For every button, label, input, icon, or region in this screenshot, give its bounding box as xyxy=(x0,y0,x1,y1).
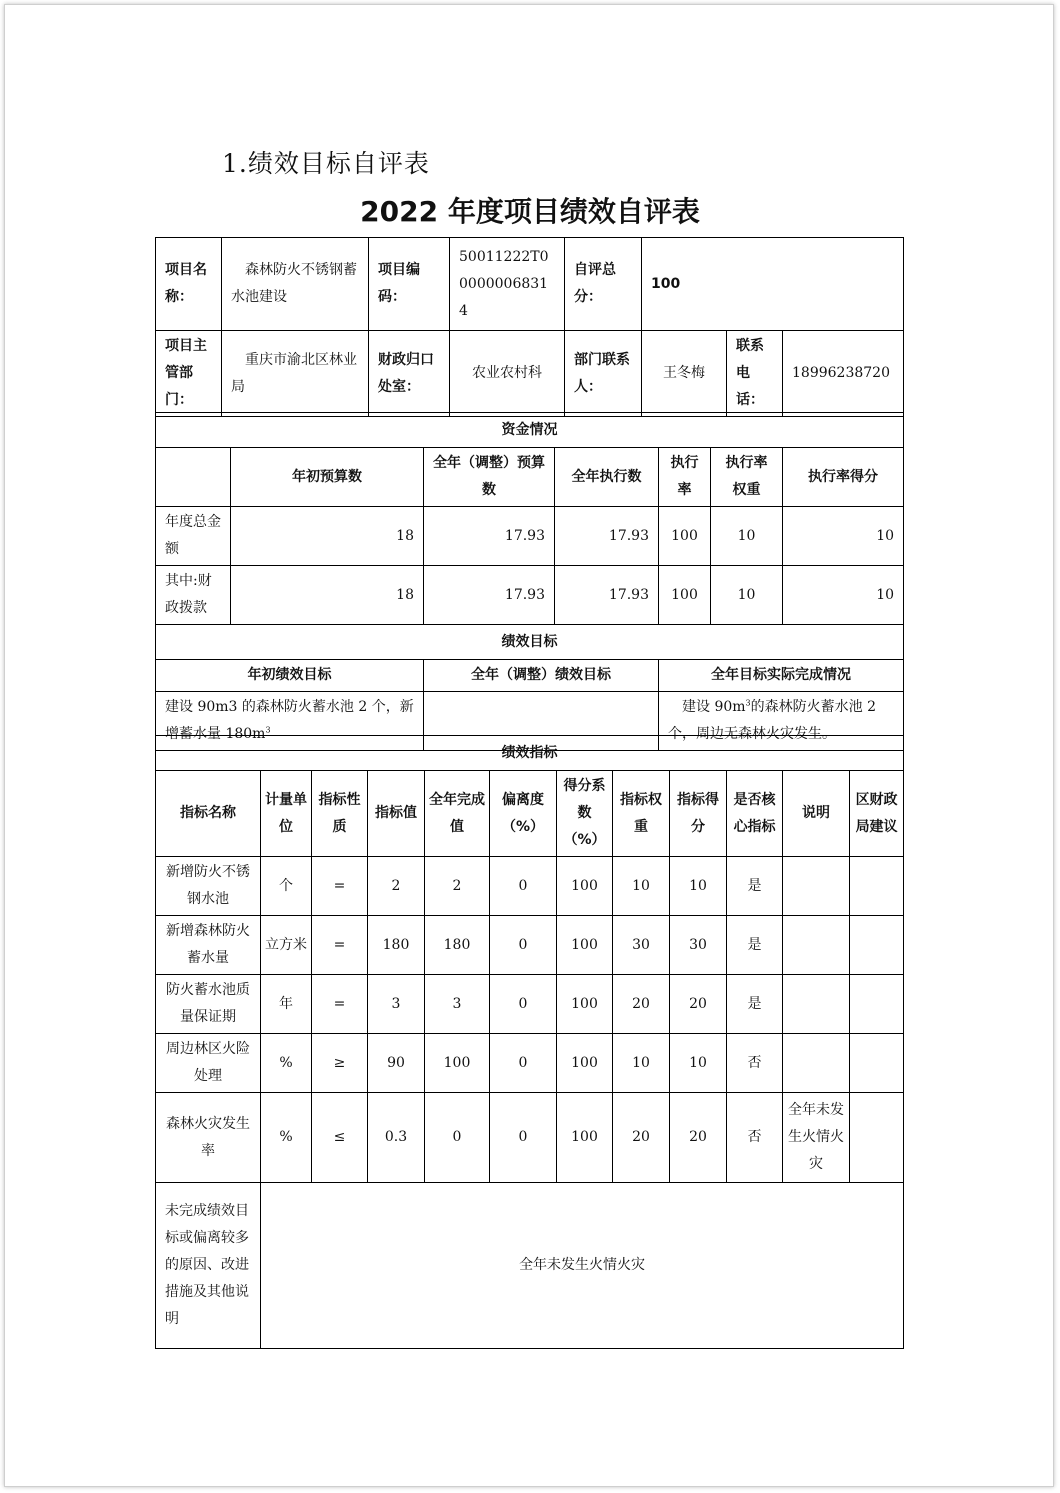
ind-cell: 180 xyxy=(425,916,490,975)
ind-cell: ≥ xyxy=(312,1034,368,1093)
indicators-table xyxy=(155,735,904,1349)
ind-cell: 0.3 xyxy=(368,1093,425,1183)
goals-header-actual: 全年目标实际完成情况 xyxy=(659,660,904,692)
funds-goals-table xyxy=(155,412,904,751)
ind-cell: 100 xyxy=(425,1034,490,1093)
table-row xyxy=(156,916,904,975)
ind-header-weight: 指标权重 xyxy=(613,771,670,857)
ind-header-suggestion: 区财政局建议 xyxy=(850,771,904,857)
dept-value: 重庆市渝北区林业局 xyxy=(222,331,369,417)
ind-header-completed: 全年完成值 xyxy=(425,771,490,857)
funds-header-executed: 全年执行数 xyxy=(555,448,659,507)
ind-cell: 是 xyxy=(727,975,783,1034)
phone-value: 18996238720 xyxy=(783,331,904,417)
funds-cell: 18 xyxy=(231,566,424,625)
project-name-label: 项目名称： xyxy=(156,238,222,331)
ind-cell: 30 xyxy=(670,916,727,975)
ind-cell: 0 xyxy=(490,975,557,1034)
funds-header-score: 执行率得分 xyxy=(783,448,904,507)
goals-actual-value: 建设 $90m^3$的森林防火蓄水池 2 个，周边无森林火灾发生。 xyxy=(659,692,904,751)
finance-office-label: 财政归口处室： xyxy=(369,331,450,417)
phone-label: 联系电话： xyxy=(727,331,783,417)
funds-header-weight: 执行率权重 xyxy=(711,448,783,507)
ind-header-target: 指标值 xyxy=(368,771,425,857)
funds-header-adjusted: 全年（调整）预算数 xyxy=(424,448,555,507)
ind-cell xyxy=(850,1034,904,1093)
funds-cell: 17.93 xyxy=(424,507,555,566)
ind-cell-name: 防火蓄水池质量保证期 xyxy=(156,975,261,1034)
funds-row-label: 年度总金额 xyxy=(156,507,231,566)
ind-cell: 10 xyxy=(670,857,727,916)
project-info-table xyxy=(155,237,904,417)
table-row xyxy=(156,566,904,625)
ind-cell: 10 xyxy=(670,1034,727,1093)
total-score-label: 自评总分： xyxy=(565,238,642,331)
ind-cell: 立方米 xyxy=(261,916,312,975)
ind-cell xyxy=(850,857,904,916)
ind-cell xyxy=(783,857,850,916)
ind-cell xyxy=(783,1034,850,1093)
ind-header-deviation: 偏离度（%） xyxy=(490,771,557,857)
ind-cell: 是 xyxy=(727,916,783,975)
table-row xyxy=(156,1034,904,1093)
ind-cell xyxy=(783,916,850,975)
funds-cell: 10 xyxy=(711,507,783,566)
ind-cell: 0 xyxy=(490,857,557,916)
indicators-section-title: 绩效指标 xyxy=(156,736,904,771)
ind-header-note: 说明 xyxy=(783,771,850,857)
ind-header-name: 指标名称 xyxy=(156,771,261,857)
ind-cell: 3 xyxy=(425,975,490,1034)
ind-cell: 0 xyxy=(425,1093,490,1183)
ind-cell: 20 xyxy=(613,975,670,1034)
section-heading: 1.绩效目标自评表 xyxy=(222,149,430,178)
ind-cell: 0 xyxy=(490,916,557,975)
ind-cell: 100 xyxy=(557,1093,613,1183)
ind-cell: 180 xyxy=(368,916,425,975)
funds-cell: 17.93 xyxy=(555,507,659,566)
funds-header-empty xyxy=(156,448,231,507)
finance-office-value: 农业农村科 xyxy=(450,331,565,417)
ind-cell: 90 xyxy=(368,1034,425,1093)
funds-cell: 100 xyxy=(659,507,711,566)
reason-text: 全年未发生火情火灾 xyxy=(261,1183,904,1349)
ind-header-unit: 计量单位 xyxy=(261,771,312,857)
goals-header-adjusted: 全年（调整）绩效目标 xyxy=(424,660,659,692)
ind-cell xyxy=(850,916,904,975)
funds-cell: 17.93 xyxy=(555,566,659,625)
ind-header-score: 指标得分 xyxy=(670,771,727,857)
ind-cell xyxy=(850,1093,904,1183)
goals-section-title: 绩效目标 xyxy=(156,625,904,660)
contact-label: 部门联系人： xyxy=(565,331,642,417)
funds-cell: 10 xyxy=(783,566,904,625)
ind-cell: 10 xyxy=(613,857,670,916)
ind-cell: ≤ xyxy=(312,1093,368,1183)
ind-cell-name: 森林火灾发生率 xyxy=(156,1093,261,1183)
ind-header-core: 是否核心指标 xyxy=(727,771,783,857)
funds-cell: 17.93 xyxy=(424,566,555,625)
ind-cell: 0 xyxy=(490,1093,557,1183)
goals-initial-value: 建设 90m3 的森林防火蓄水池 2 个，新增蓄水量 $180m^3$ xyxy=(156,692,424,751)
ind-cell: 100 xyxy=(557,916,613,975)
funds-header-initial: 年初预算数 xyxy=(231,448,424,507)
funds-header-rate: 执行率 xyxy=(659,448,711,507)
table-row xyxy=(156,1093,904,1183)
funds-cell: 10 xyxy=(783,507,904,566)
ind-cell: 2 xyxy=(425,857,490,916)
project-code-label: 项目编码： xyxy=(369,238,450,331)
goals-header-initial: 年初绩效目标 xyxy=(156,660,424,692)
table-row xyxy=(156,507,904,566)
ind-cell: 20 xyxy=(670,1093,727,1183)
contact-value: 王冬梅 xyxy=(642,331,727,417)
ind-cell: 20 xyxy=(670,975,727,1034)
ind-cell-name: 新增防火不锈钢水池 xyxy=(156,857,261,916)
ind-cell: 否 xyxy=(727,1093,783,1183)
ind-cell-name: 周边林区火险处理 xyxy=(156,1034,261,1093)
ind-cell: = xyxy=(312,975,368,1034)
ind-cell: 3 xyxy=(368,975,425,1034)
project-name-value: 森林防火不锈钢蓄水池建设 xyxy=(222,238,369,331)
ind-cell: 20 xyxy=(613,1093,670,1183)
ind-cell: = xyxy=(312,857,368,916)
ind-cell: 0 xyxy=(490,1034,557,1093)
ind-cell: 100 xyxy=(557,975,613,1034)
ind-cell: = xyxy=(312,916,368,975)
ind-cell: 100 xyxy=(557,857,613,916)
table-row xyxy=(156,857,904,916)
ind-cell: % xyxy=(261,1034,312,1093)
reason-label: 未完成绩效目标或偏离较多的原因、改进措施及其他说明 xyxy=(156,1183,261,1349)
ind-header-nature: 指标性质 xyxy=(312,771,368,857)
ind-cell: 否 xyxy=(727,1034,783,1093)
table-row xyxy=(156,975,904,1034)
ind-cell: 是 xyxy=(727,857,783,916)
ind-cell xyxy=(783,975,850,1034)
ind-cell: 10 xyxy=(613,1034,670,1093)
ind-cell: 30 xyxy=(613,916,670,975)
ind-cell-note: 全年未发生火情火灾 xyxy=(783,1093,850,1183)
ind-cell xyxy=(850,975,904,1034)
funds-cell: 18 xyxy=(231,507,424,566)
funds-cell: 10 xyxy=(711,566,783,625)
ind-cell-name: 新增森林防火蓄水量 xyxy=(156,916,261,975)
funds-cell: 100 xyxy=(659,566,711,625)
ind-cell: 年 xyxy=(261,975,312,1034)
total-score-value: 100 xyxy=(642,238,904,331)
ind-cell: 2 xyxy=(368,857,425,916)
ind-cell: % xyxy=(261,1093,312,1183)
page-title: 2022 年度项目绩效自评表 xyxy=(360,195,700,228)
ind-cell: 100 xyxy=(557,1034,613,1093)
dept-label: 项目主管部门： xyxy=(156,331,222,417)
funds-row-label: 其中:财政拨款 xyxy=(156,566,231,625)
ind-cell: 个 xyxy=(261,857,312,916)
project-code-value: 50011222T000000068314 xyxy=(450,238,565,331)
ind-header-coefficient: 得分系数（%） xyxy=(557,771,613,857)
funds-section-title: 资金情况 xyxy=(156,413,904,448)
